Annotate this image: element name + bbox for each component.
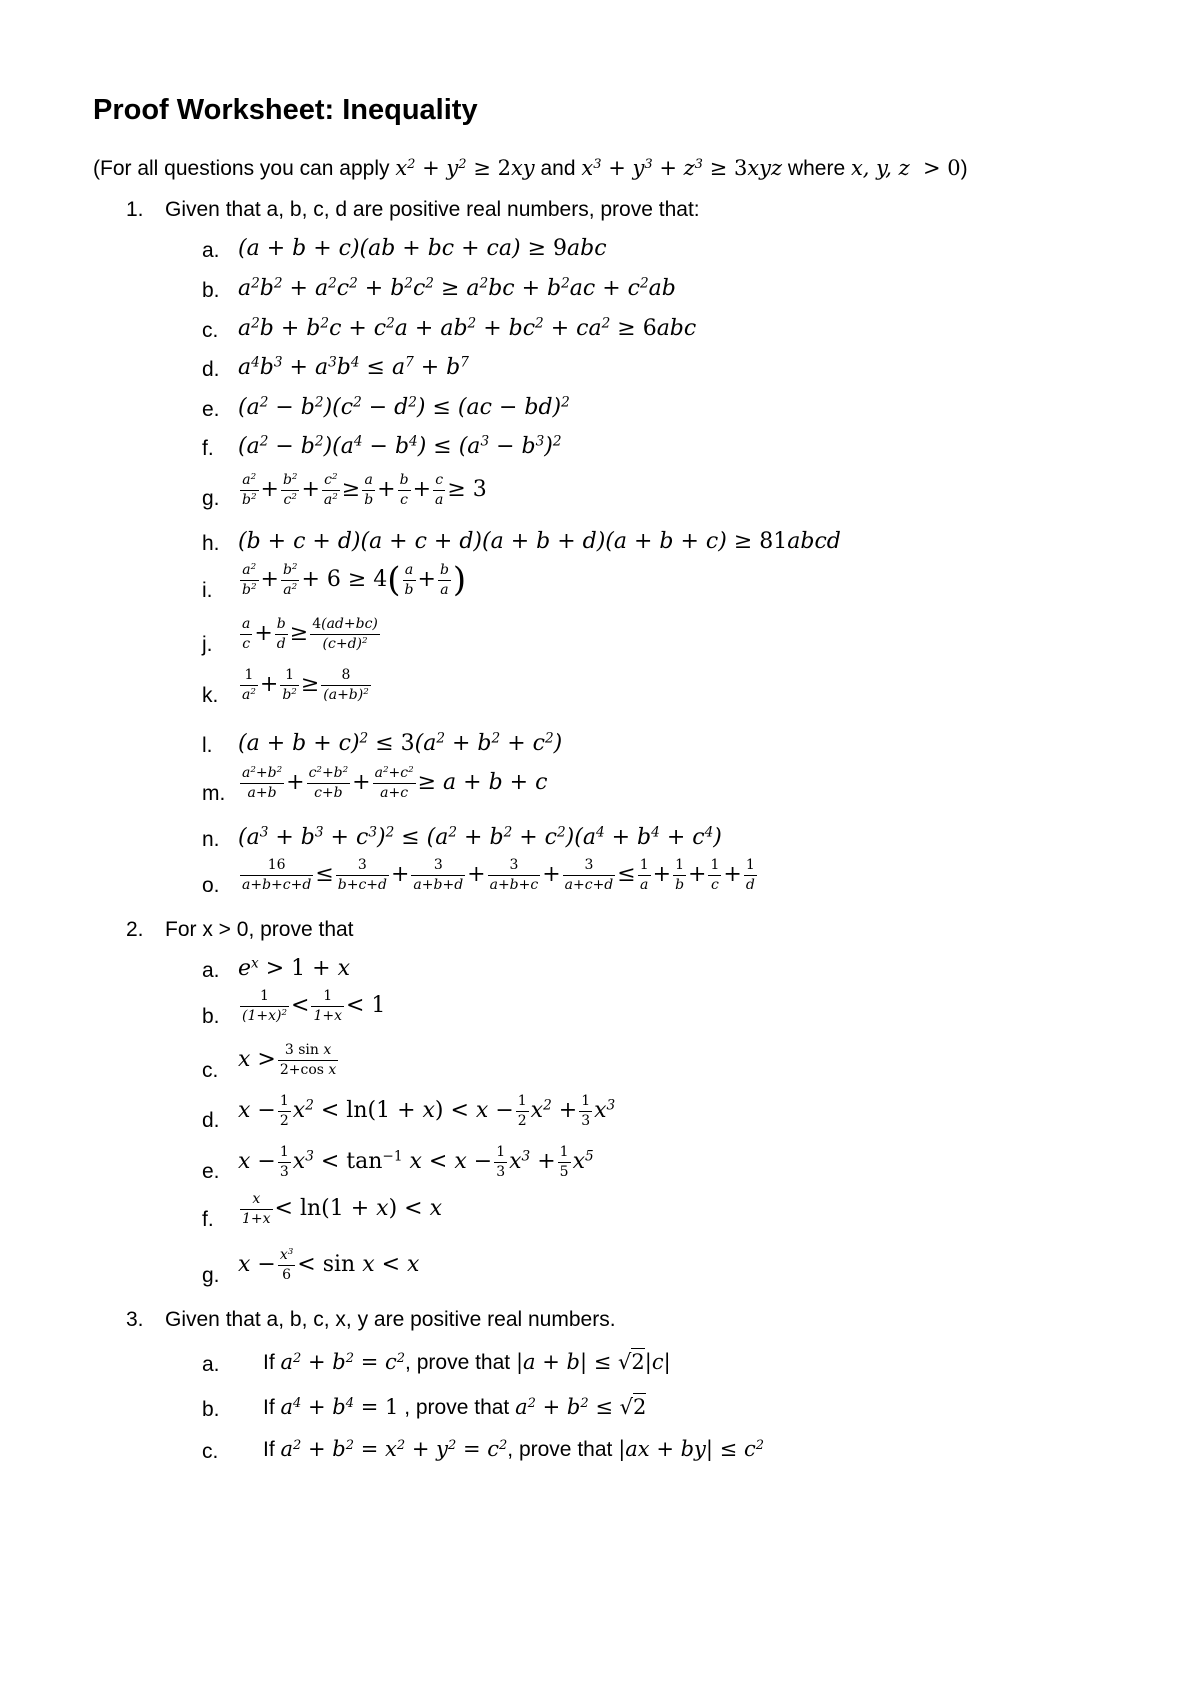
q2-part-label: d. [202, 1109, 220, 1132]
q1-part-label: f. [202, 437, 214, 460]
q3-part-label: a. [202, 1353, 220, 1376]
q1-part-label: d. [202, 358, 220, 381]
q1b-formula: $a^2b^2 + a^2c^2 + b^2c^2 \ge a^2bc + b^2ac + c^2ab$ [238, 275, 676, 301]
q1-part-label: m. [202, 782, 226, 805]
q1-part-label: n. [202, 828, 220, 851]
intro-where: where [782, 157, 851, 180]
q3-part-label: b. [202, 1398, 220, 1421]
page-title: Proof Worksheet: Inequality [93, 94, 478, 126]
q3a-statement: If $a^2 + b^2 = c^2$, prove that |a + b| ≤ √2|c| [263, 1350, 671, 1374]
if-word: If [263, 1396, 275, 1419]
intro-suffix: ) [960, 157, 968, 180]
q2d-formula: x − $\frac{1}{2}$ $x^2 < \ln(1 + x) < x$ − $\frac{1}{2}$ $x^2$ + $\frac{1}{3}$ $x^3$ [238, 1093, 616, 1129]
q1-part-label: l. [202, 734, 213, 757]
q2f-formula: $\frac{x}{1+x}$ < ln(1 + x) < x [242, 1191, 443, 1227]
q2-part-label: g. [202, 1264, 220, 1287]
question-3-intro: Given that a, b, c, x, y are positive real numbers. [165, 1308, 616, 1331]
q1k-formula: $\frac{1}{a^2}$ + $\frac{1}{b^2}$ ≥ $\frac{8}{(a+b)^2}$ [242, 667, 369, 703]
q1-part-label: j. [202, 633, 213, 656]
q2c-formula: x > $\frac{\text{3 sin x}}{\text{2+cos x}}$ [238, 1042, 337, 1078]
q2-part-label: e. [202, 1160, 220, 1183]
q2a-formula: $e^x > 1 + x$ [238, 955, 350, 981]
if-word: If [263, 1351, 275, 1374]
q1-part-label: g. [202, 487, 220, 510]
q1-part-label: k. [202, 684, 219, 707]
question-3-number: 3. [126, 1308, 144, 1331]
q1g-formula: $\frac{a^2}{b^2}$ + $\frac{b^2}{c^2}$ + $\frac{c^2}{a^2}$ ≥ $\frac{a}{b}$ + $\frac{b}{c}$ + $\frac{c}{a}$ ≥ 3 [242, 472, 487, 508]
q2-part-label: b. [202, 1005, 220, 1028]
q3c-statement: If $a^2 + b^2 = x^2 + y^2 = c^2$, prove that $|ax + by| \le c^2$ [263, 1437, 764, 1461]
q2b-formula: $\frac{1}{(1+x)^2}$ < $\frac{1}{1+x}$ < 1 [242, 988, 386, 1024]
q1-part-label: a. [202, 239, 220, 262]
q1f-formula: $(a^2 - b^2)(a^4 - b^4) \le (a^3 - b^3)^2$ [238, 433, 562, 459]
prove-word: prove that [518, 1438, 613, 1461]
q1-part-label: e. [202, 398, 220, 421]
q1a-formula: (a + b + c)(ab + bc + ca) ≥ 9abc [238, 236, 607, 261]
q1-part-label: b. [202, 279, 220, 302]
q1h-formula: (b + c + d)(a + c + d)(a + b + d)(a + b + c) ≥ 81abcd [238, 529, 841, 554]
q2e-formula: x − $\frac{1}{3}$ $x^3 < \tan^{-1} x < x$ − $\frac{1}{3}$ $x^3$ + $\frac{1}{5}$ $x^5$ [238, 1144, 594, 1180]
intro-note: (For all questions you can apply $x^2 + y^2 \ge 2xy$ and $x^3 + y^3 + z^3 \ge 3xyz$ where x, y, z > 0) [93, 156, 968, 180]
q3b-statement: If $a^4 + b^4 = 1$ , prove that $a^2 + b^2 \le √2$ [263, 1395, 647, 1419]
question-2-number: 2. [126, 918, 144, 941]
intro-prefix: (For all questions you can apply [93, 157, 396, 180]
q1j-formula: $\frac{a}{c}$ + $\frac{b}{d}$ ≥ $\frac{4(ad+bc)}{(c+d)^2}$ [242, 616, 378, 652]
question-2-intro: For x > 0, prove that [165, 918, 354, 941]
q2-part-label: f. [202, 1208, 214, 1231]
prove-word: prove that [416, 1351, 511, 1374]
q1-part-label: o. [202, 874, 220, 897]
intro-and: and [534, 157, 582, 180]
q1d-formula: $a^4b^3 + a^3b^4 \le a^7 + b^7$ [238, 354, 469, 380]
prove-word: prove that [415, 1396, 510, 1419]
q1n-formula: $(a^3 + b^3 + c^3)^2 \le (a^2 + b^2 + c^2)(a^4 + b^4 + c^4)$ [238, 824, 722, 850]
q1e-formula: $(a^2 - b^2)(c^2 - d^2) \le (ac - bd)^2$ [238, 394, 570, 420]
q1c-formula: $a^2b + b^2c + c^2a + ab^2 + bc^2 + ca^2 \ge 6abc$ [238, 315, 697, 341]
question-1-intro: Given that a, b, c, d are positive real numbers, prove that: [165, 198, 700, 221]
q2-part-label: c. [202, 1059, 219, 1082]
q2-part-label: a. [202, 959, 220, 982]
q1-part-label: i. [202, 579, 213, 602]
q1i-formula: $\frac{a^2}{b^2}$ + $\frac{b^2}{a^2}$ + 6 ≥ 4( $\frac{a}{b}$ + $\frac{b}{a}$ ) [242, 560, 467, 601]
q1l-formula: $(a + b + c)^2 \le 3(a^2 + b^2 + c^2)$ [238, 730, 563, 756]
if-word: If [263, 1438, 275, 1461]
q3-part-label: c. [202, 1440, 219, 1463]
q1m-formula: $\frac{a^2+b^2}{a+b}$ + $\frac{c^2+b^2}{c+b}$ + $\frac{a^2+c^2}{a+c}$ ≥ a + b + c [242, 765, 548, 801]
q1o-formula: $\frac{16}{a+b+c+d}$ ≤ $\frac{3}{b+c+d}$ + $\frac{3}{a+b+d}$ + $\frac{3}{a+b+c}$ + $\frac{3}{a+c+d}$ ≤ $\frac{1}{a}$ + $\frac{1}{b}$ + $\frac{1}{c}$ + $\frac{1}{d}$ [242, 857, 755, 893]
question-1-number: 1. [126, 198, 144, 221]
q1-part-label: h. [202, 532, 220, 555]
q1-part-label: c. [202, 319, 219, 342]
q2g-formula: x − $\frac{x^3}{6}$ < sin x < x [238, 1247, 420, 1283]
